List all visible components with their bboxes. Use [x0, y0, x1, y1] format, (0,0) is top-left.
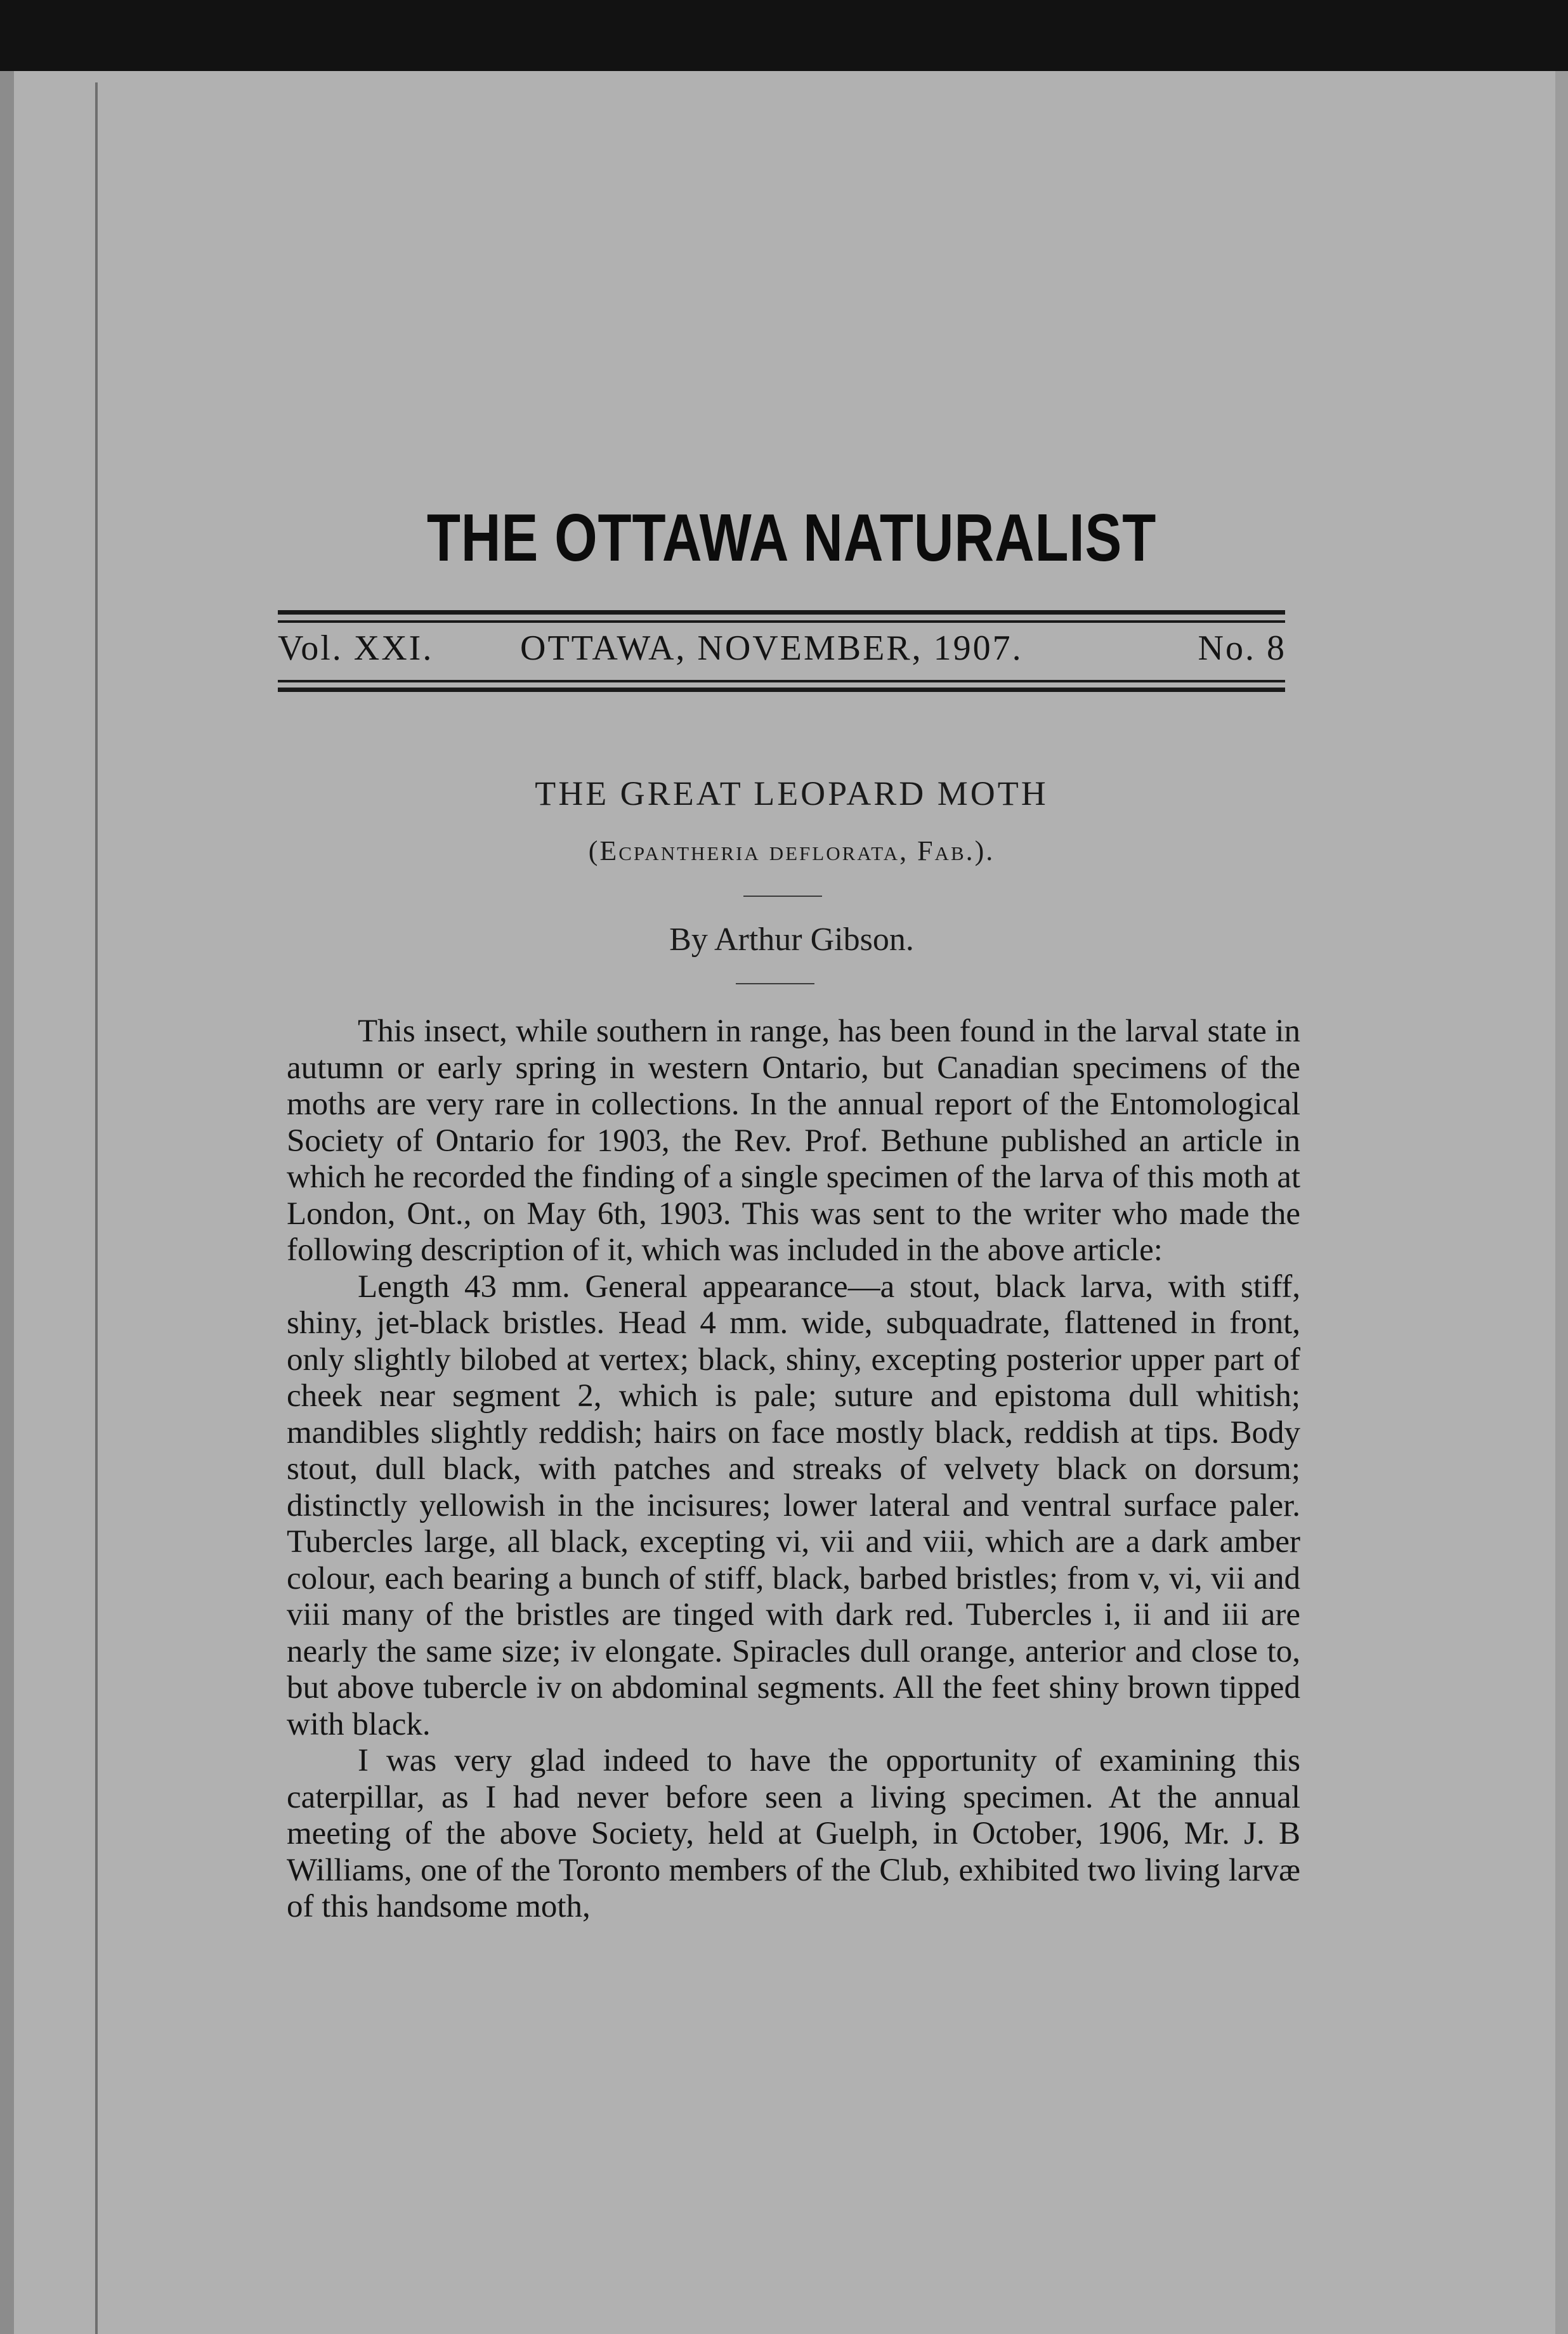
issue-number: No. 8: [1198, 629, 1286, 668]
byline-divider: [736, 983, 814, 984]
place-date: OTTAWA, NOVEMBER, 1907.: [520, 629, 1023, 668]
paragraph: Length 43 mm. General appearance—a stout, black larva, with stiff, shiny, jet-black bristles. Head 4 mm. wide, subquadrate, flattened in front, only slightly bilobed at vertex; black, shiny, excepting posterior upper part of cheek near segment 2, which is pale; suture and epistoma dull whitish; mandibles slightly reddish; hairs on face mostly black, reddish at tips. Body stout, dull black, with patches and streaks of velvety black on dorsum; distinctly yellowish in the incisures; lower lateral and ventral surface paler. Tubercles large, all black, excepting vi, vii and viii, which are a dark amber colour, each bearing a bunch of stiff, black, barbed bristles; from v, vi, vii and viii many of the bristles are tinged with dark red. Tubercles i, ii and iii are nearly the same size; iv elongate. Spiracles dull orange, anterior and close to, but above tubercle iv on abdominal segments. All the feet shiny brown tipped with black.: [287, 1268, 1300, 1742]
journal-title: THE OTTAWA NATURALIST: [426, 500, 1157, 575]
page-left-edge: [0, 71, 14, 2334]
masthead-rule-bottom-thin: [278, 680, 1285, 682]
masthead-rule-top-thin: [278, 620, 1285, 623]
article-byline: By Arthur Gibson.: [669, 922, 914, 958]
page-right-edge: [1555, 71, 1568, 2334]
masthead-row: [278, 628, 1286, 672]
title-divider: [743, 896, 822, 897]
masthead-rule-bottom-thick: [278, 688, 1285, 692]
article-title: THE GREAT LEOPARD MOTH: [535, 774, 1049, 812]
volume-label: Vol. XXI.: [278, 629, 434, 668]
paragraph: This insect, while southern in range, has been found in the larval state in autumn or early spring in western Ontario, but Canadian specimens of the moths are very rare in collections. In the annual report of the Entomological Society of Ontario for 1903, the Rev. Prof. Bethune published an article in which he recorded the finding of a single specimen of the larva of this moth at London, Ont., on May 6th, 1903. This was sent to the writer who made the following description of it, which was included in the above article:: [287, 1014, 1300, 1268]
binding-gutter-line: [95, 82, 98, 2334]
masthead-rule-top-thick: [278, 610, 1285, 615]
article-body: [287, 1014, 1300, 1926]
paragraph: I was very glad indeed to have the opportunity of examining this caterpillar, as I had never before seen a living specimen. At the annual meeting of the above Society, held at Guelph, in October, 1906, Mr. J. B Williams, one of the Toronto members of the Club, exhibited two living larvæ of this handsome moth,: [287, 1743, 1300, 1924]
article-subtitle: (Ecpantheria deflorata, Fab.).: [588, 835, 995, 866]
